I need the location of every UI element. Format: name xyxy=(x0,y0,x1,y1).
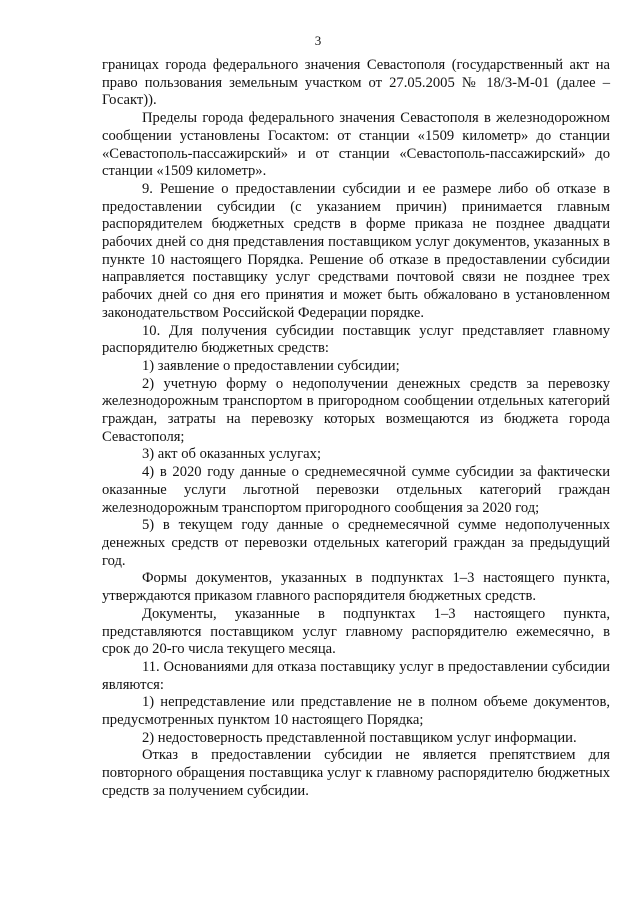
paragraph: 4) в 2020 году данные о среднемесячной сумме субсидии за фактически оказанные услуги льготной перевозки отдельных категорий граждан железнодорожным транспортом пригородного сообщения за 2020 год; xyxy=(102,464,610,516)
paragraph: 11. Основаниями для отказа поставщику услуг в предоставлении субсидии являются: xyxy=(102,658,610,693)
paragraph: 10. Для получения субсидии поставщик услуг представляет главному распорядителю бюджетных средств: xyxy=(102,322,610,357)
paragraph: 2) учетную форму о недополучении денежных средств за перевозку железнодорожным транспортом в пригородном сообщении отдельных категорий граждан, затраты на перевозку которых возмещаются из бюджета города Севастополя; xyxy=(102,375,610,445)
paragraph: Пределы города федерального значения Севастополя в железнодорожном сообщении установлены Госактом: от станции «1509 километр» до станции «Севастополь-пассажирский» и от станции «Севастополь-пассажирский» до станции «1509 километр». xyxy=(102,110,610,180)
paragraph: границах города федерального значения Севастополя (государственный акт на право пользования земельным участком от 27.05.2005 № 18/3-М-01 (далее – Госакт)). xyxy=(102,57,610,109)
paragraph: Формы документов, указанных в подпунктах 1–3 настоящего пункта, утверждаются приказом главного распорядителя бюджетных средств. xyxy=(102,570,610,605)
paragraph: 1) заявление о предоставлении субсидии; xyxy=(142,357,400,374)
paragraph: Отказ в предоставлении субсидии не является препятствием для повторного обращения поставщика услуг к главному распорядителю бюджетных средств за получением субсидии. xyxy=(102,747,610,799)
paragraph: 2) недостоверность представленной поставщиком услуг информации. xyxy=(142,729,577,746)
document-body xyxy=(102,57,610,801)
paragraph: 9. Решение о предоставлении субсидии и ее размере либо об отказе в предоставлении субсидии (с указанием причин) принимается главным распорядителем бюджетных средств в форме приказа не позднее двадцати рабочих дней со дня представления поставщиком услуг документов, указанных в пункте 10 настоящего Порядка. Решение об отказе в предоставлении субсидии направляется поставщику услуг средствами почтовой связи не позднее трех рабочих дней со дня его принятия и может быть обжаловано в установленном законодательством Российской Федерации порядке. xyxy=(102,180,610,321)
paragraph: 5) в текущем году данные о среднемесячной сумме недополученных денежных средств от перевозки отдельных категорий граждан за предыдущий год. xyxy=(102,517,610,569)
paragraph: Документы, указанные в подпунктах 1–3 настоящего пункта, представляются поставщиком услуг главному распорядителю ежемесячно, в срок до 20-го числа текущего месяца. xyxy=(102,605,610,658)
paragraph: 3) акт об оказанных услугах; xyxy=(142,446,322,463)
paragraph: 1) непредставление или представление не в полном объеме документов, предусмотренных пунктом 10 настоящего Порядка; xyxy=(102,694,610,729)
page-number: 3 xyxy=(314,33,322,48)
